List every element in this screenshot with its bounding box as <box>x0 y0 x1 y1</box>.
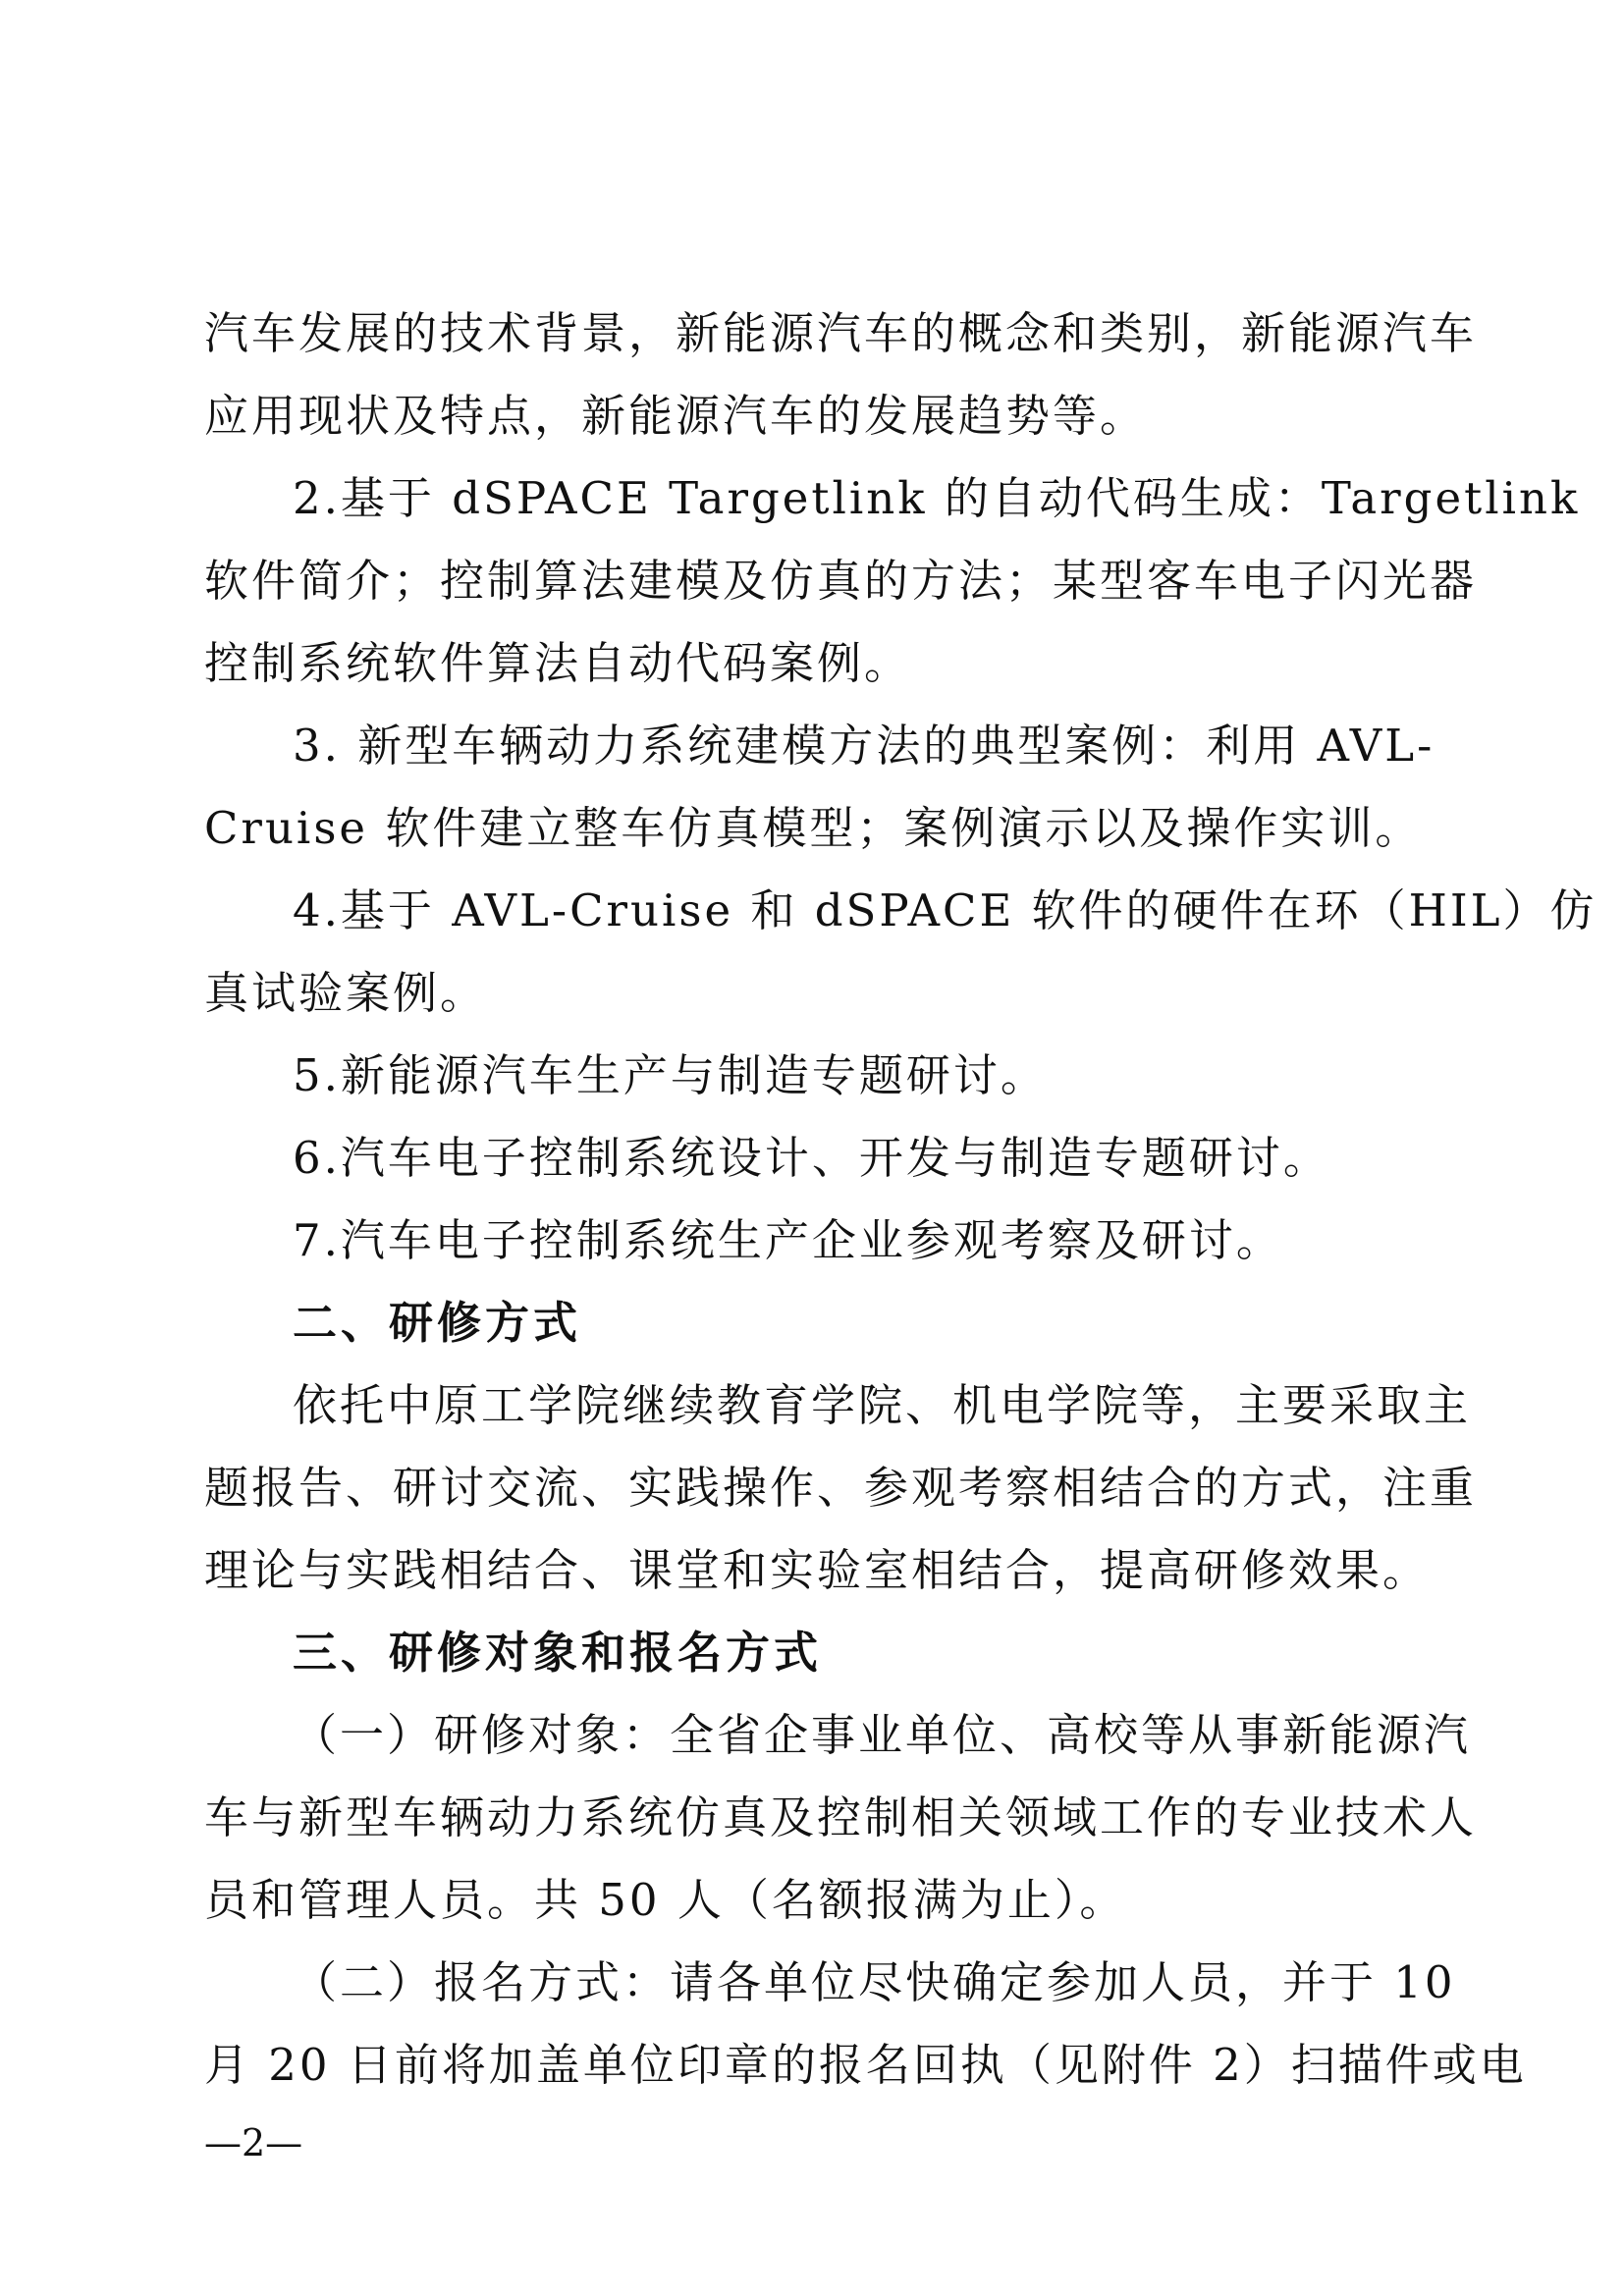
body-line-2: 应用现状及特点，新能源汽车的发展趋势等。 <box>204 390 1148 442</box>
list-item-2-line-3: 控制系统软件算法自动代码案例。 <box>204 637 912 689</box>
body-line-1: 汽车发展的技术背景，新能源汽车的概念和类别，新能源汽车 <box>204 307 1478 359</box>
section-heading-3: 三、研修对象和报名方式 <box>293 1627 823 1679</box>
list-item-6: 6.汽车电子控制系统设计、开发与制造专题研讨。 <box>293 1132 1330 1184</box>
page-number: —2— <box>204 2121 303 2164</box>
list-item-4-line-2: 真试验案例。 <box>204 967 488 1019</box>
list-item-3-line-1: 3. 新型车辆动力系统建模方法的典型案例：利用 AVL- <box>293 720 1435 772</box>
subsection-1-line-2: 车与新型车辆动力系统仿真及控制相关领域工作的专业技术人 <box>204 1791 1478 1843</box>
list-item-7: 7.汽车电子控制系统生产企业参观考察及研讨。 <box>293 1214 1283 1266</box>
list-item-2-line-1: 2.基于 dSPACE Targetlink 的自动代码生成：Targetlink <box>293 472 1581 524</box>
list-item-4-line-1: 4.基于 AVL-Cruise 和 dSPACE 软件的硬件在环（HIL）仿 <box>293 884 1597 936</box>
section-2-line-1: 依托中原工学院继续教育学院、机电学院等，主要采取主 <box>293 1379 1472 1431</box>
list-item-2-line-2: 软件简介；控制算法建模及仿真的方法；某型客车电子闪光器 <box>204 555 1478 607</box>
subsection-1-line-3: 员和管理人员。共 50 人（名额报满为止）。 <box>204 1874 1127 1926</box>
subsection-2-line-1: （二）报名方式：请各单位尽快确定参加人员，并于 10 <box>293 1956 1456 2008</box>
section-2-line-2: 题报告、研讨交流、实践操作、参观考察相结合的方式，注重 <box>204 1462 1478 1514</box>
list-item-3-line-2: Cruise 软件建立整车仿真模型；案例演示以及操作实训。 <box>204 802 1423 854</box>
subsection-1-line-1: （一）研修对象：全省企事业单位、高校等从事新能源汽 <box>293 1709 1472 1761</box>
section-heading-2: 二、研修方式 <box>293 1297 582 1349</box>
list-item-5: 5.新能源汽车生产与制造专题研讨。 <box>293 1049 1048 1101</box>
subsection-2-line-2: 月 20 日前将加盖单位印章的报名回执（见附件 2）扫描件或电 <box>204 2039 1527 2091</box>
section-2-line-3: 理论与实践相结合、课堂和实验室相结合，提高研修效果。 <box>204 1544 1431 1596</box>
